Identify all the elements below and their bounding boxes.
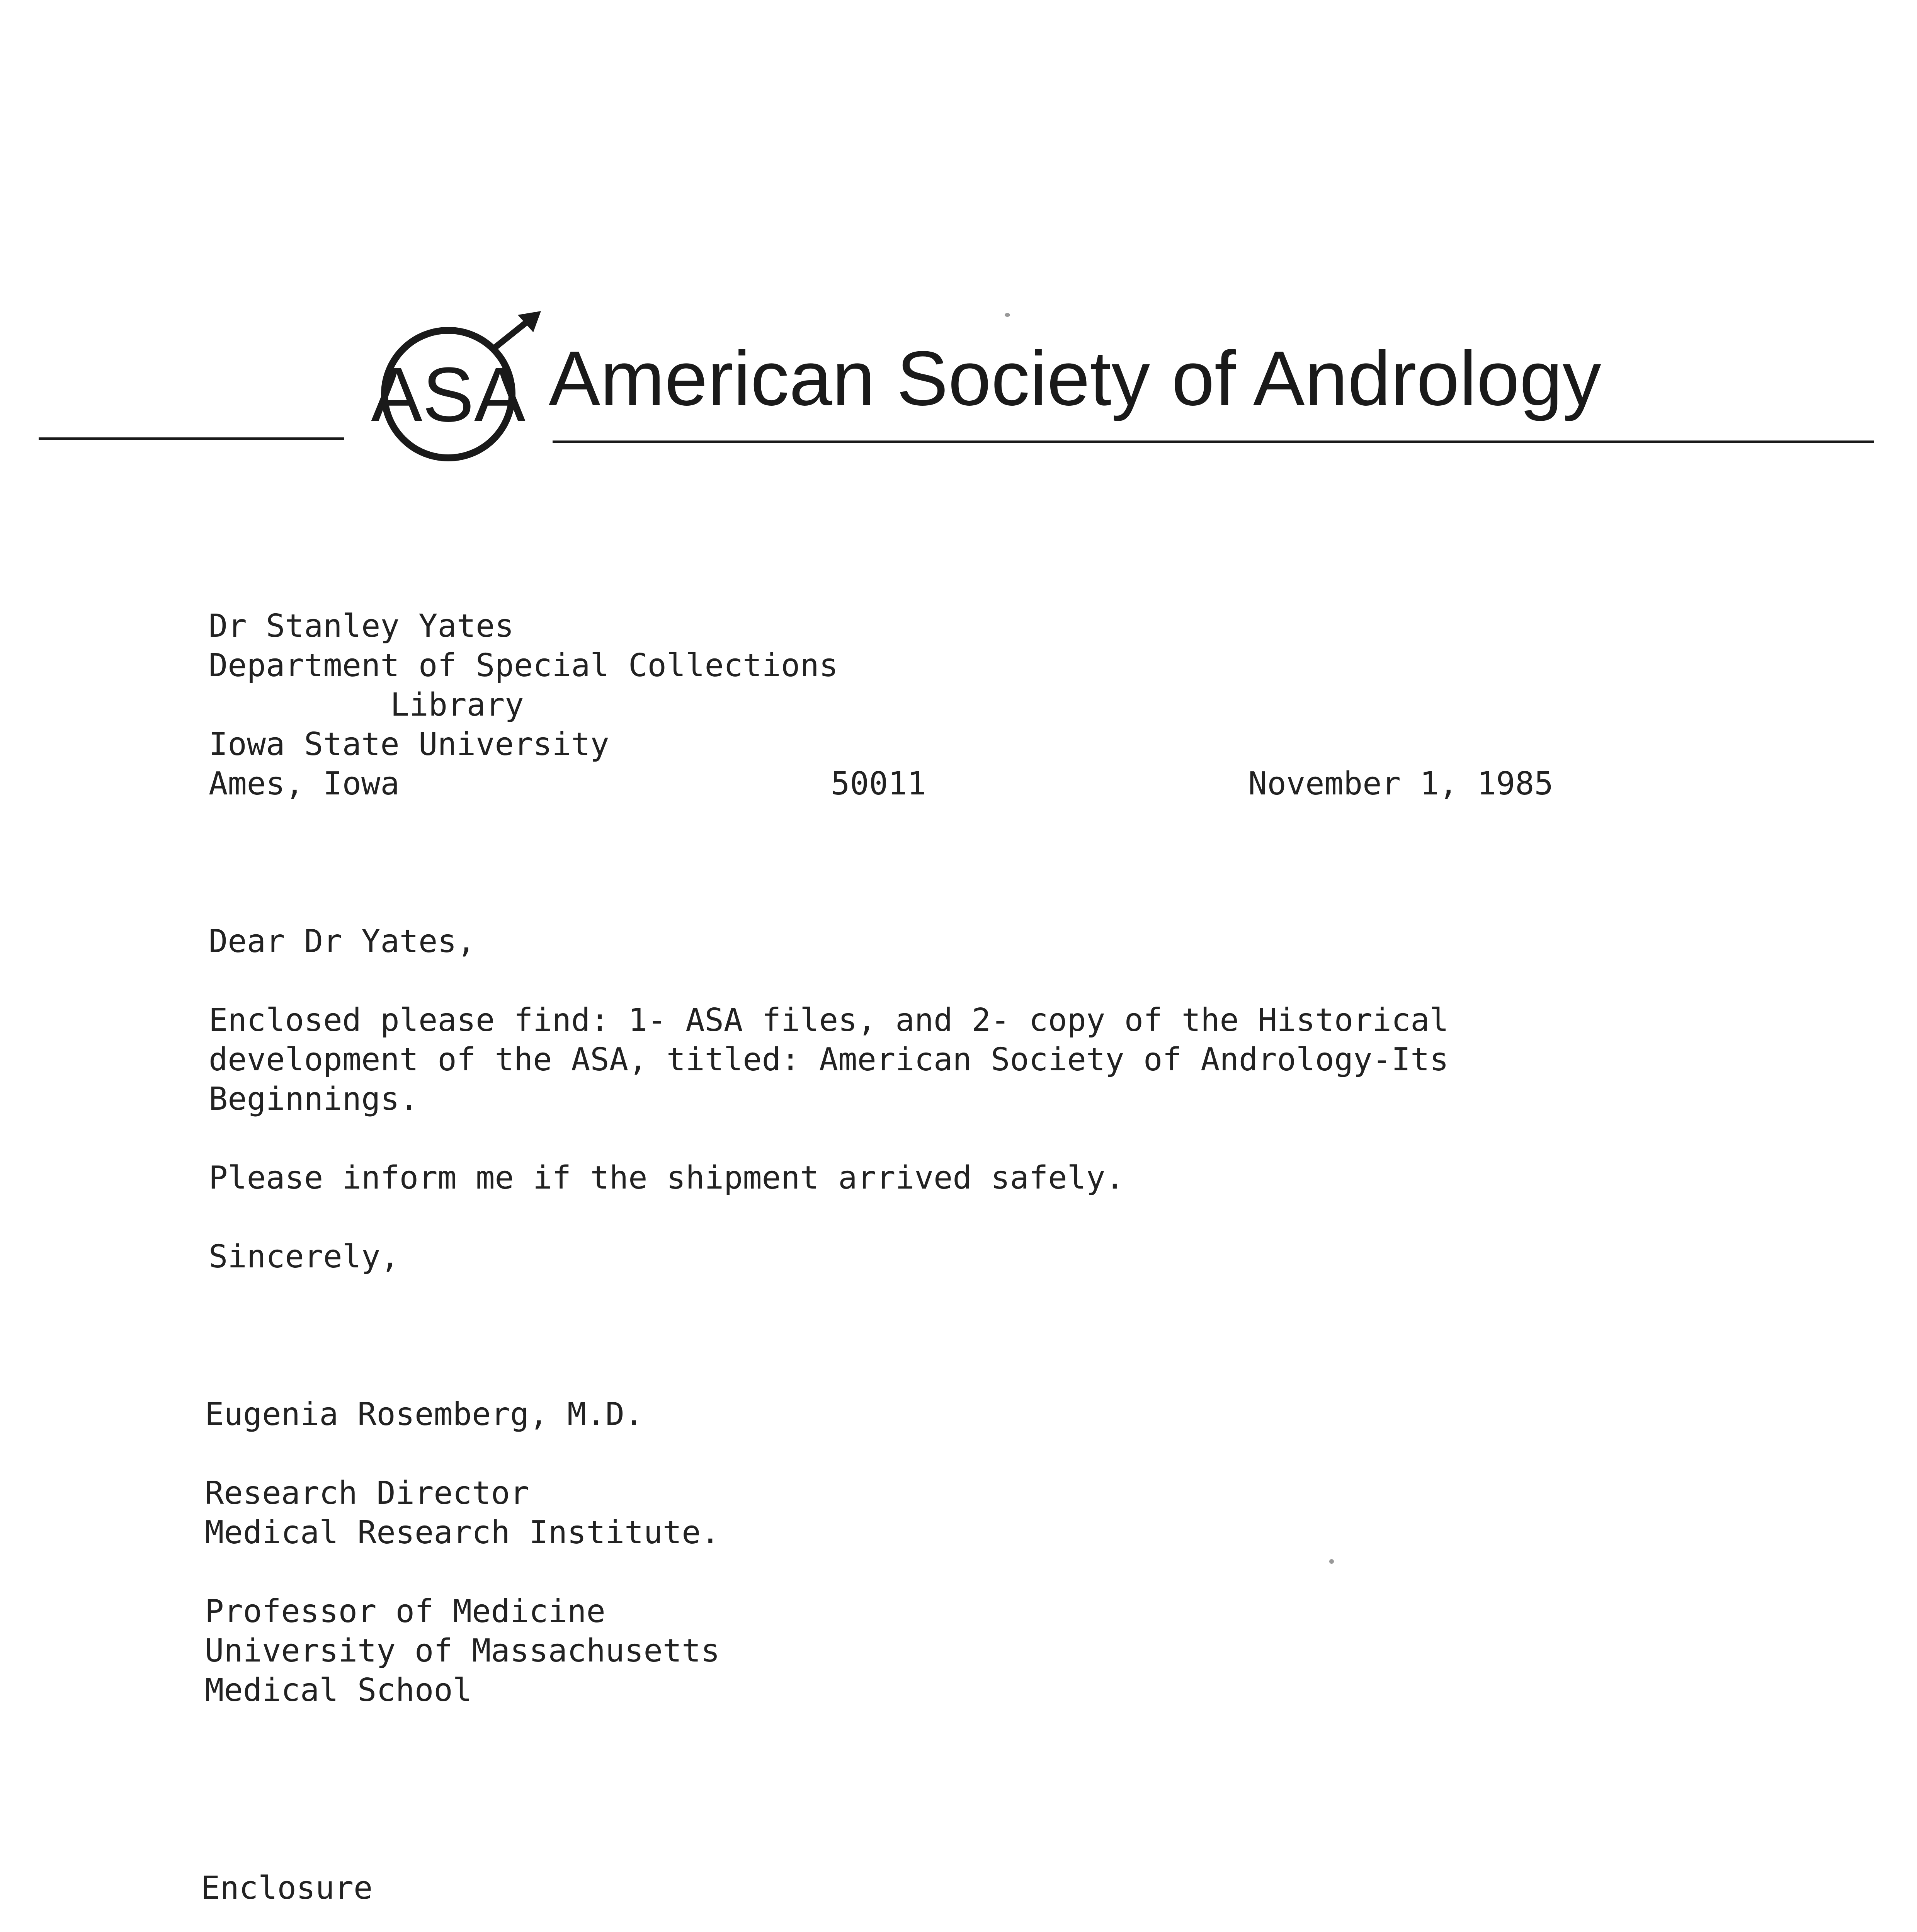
- speck: [1005, 313, 1010, 317]
- letterhead-rule-right: [553, 440, 1874, 443]
- recipient-name: Dr Stanley Yates: [209, 608, 514, 645]
- body-paragraph-1-line-3: Beginnings.: [209, 1081, 419, 1117]
- body-paragraph-1-line-1: Enclosed please find: 1- ASA files, and 2- copy of the Historical: [209, 1002, 1449, 1039]
- sender-title-2: Professor of Medicine: [205, 1593, 606, 1630]
- sender-org-3: Medical School: [205, 1672, 472, 1709]
- letterhead-rule-left: [39, 437, 344, 440]
- svg-text:ASA: ASA: [371, 352, 526, 438]
- recipient-library: Library: [390, 687, 524, 723]
- org-name: American Society of Andrology: [549, 335, 1601, 422]
- salutation: Dear Dr Yates,: [209, 923, 476, 960]
- recipient-dept: Department of Special Collections: [209, 647, 839, 684]
- recipient-zip: 50011: [831, 765, 926, 802]
- speck: [1329, 1559, 1334, 1564]
- enclosure-note: Enclosure: [201, 1870, 373, 1906]
- sender-org-1: Medical Research Institute.: [205, 1514, 720, 1551]
- letter-date: November 1, 1985: [1248, 765, 1553, 802]
- body-paragraph-1-line-2: development of the ASA, titled: American Society of Andrology-Its: [209, 1041, 1449, 1078]
- sender-title-1: Research Director: [205, 1475, 529, 1512]
- body-paragraph-2: Please inform me if the shipment arrived safely.: [209, 1160, 1124, 1196]
- recipient-city: Ames, Iowa: [209, 765, 400, 802]
- asa-logo-icon: [371, 305, 556, 468]
- sender-name: Eugenia Rosemberg, M.D.: [205, 1396, 644, 1433]
- sender-org-2: University of Massachusetts: [205, 1633, 720, 1669]
- recipient-university: Iowa State University: [209, 726, 609, 763]
- closing: Sincerely,: [209, 1238, 400, 1275]
